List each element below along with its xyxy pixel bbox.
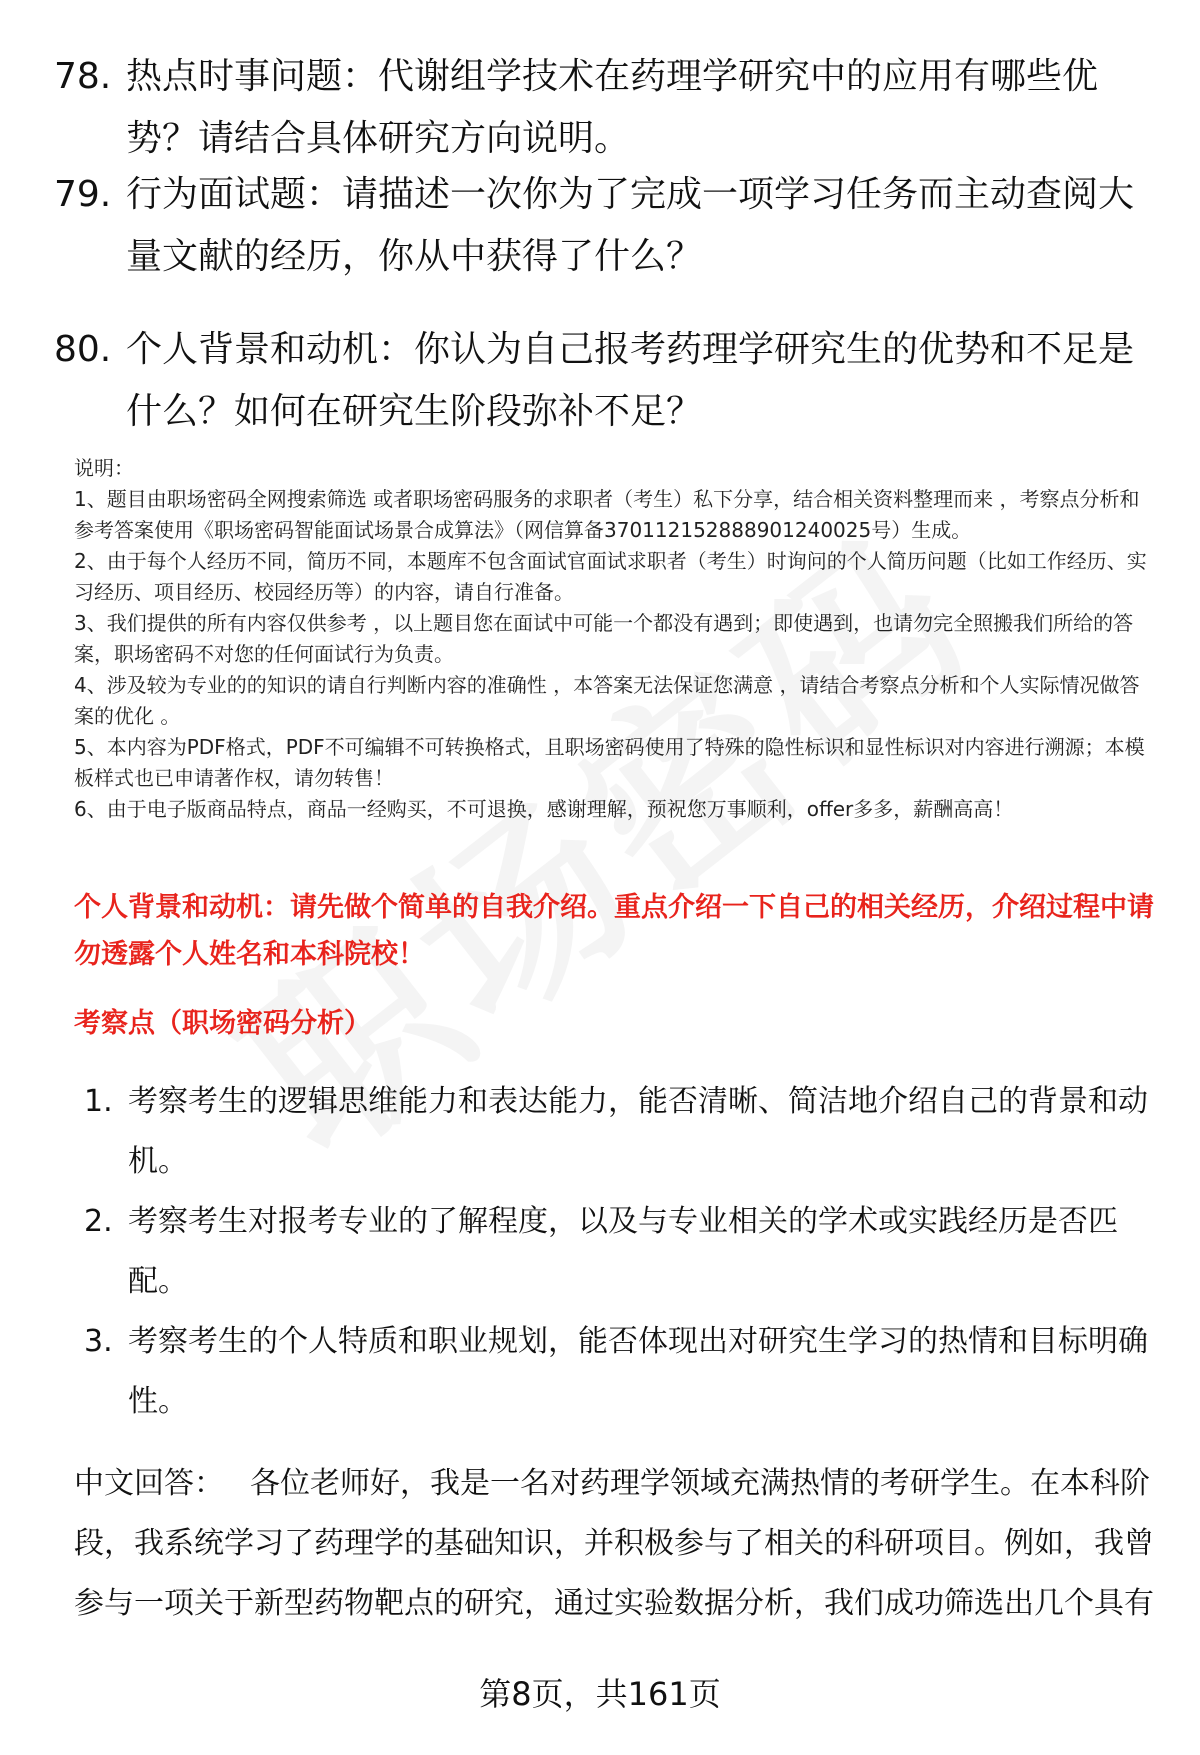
- answer-label: 中文回答：: [74, 1466, 224, 1501]
- question-80: [54, 319, 1154, 443]
- note-item: 2、由于每个人经历不同，简历不同，本题库不包含面试官面试求职者（考生）时询问的个人简历问题（比如工作经历、实习经历、项目经历、校园经历等）的内容，请自行准备。: [74, 549, 1147, 604]
- point-text: 考察考生的逻辑思维能力和表达能力，能否清晰、简洁地介绍自己的背景和动机。: [128, 1084, 1148, 1179]
- point-number: 1.: [84, 1084, 113, 1119]
- note-item: 1、题目由职场密码全网搜索筛选 或者职场密码服务的求职者（考生）私下分享，结合相关资料整理而来 ，考察点分析和参考答案使用《职场密码智能面试场景合成算法》（网信算备370112152888901240025号）生成。: [74, 487, 1140, 542]
- page-footer: 第8页，共161页: [479, 1675, 721, 1713]
- analysis-point: [84, 1072, 1154, 1192]
- note-item: 5、本内容为PDF格式，PDF不可编辑不可转换格式，且职场密码使用了特殊的隐性标识和显性标识对内容进行溯源；本模板样式也已申请著作权，请勿转售！: [74, 735, 1145, 790]
- question-number: 78.: [54, 56, 112, 97]
- question-text: 热点时事问题：代谢组学技术在药理学研究中的应用有哪些优势？请结合具体研究方向说明。: [126, 56, 1099, 159]
- answer-section: [74, 1454, 1154, 1634]
- notes-title: 说明：: [74, 456, 134, 480]
- note-item: 3、我们提供的所有内容仅供参考 ，以上题目您在面试中可能一个都没有遇到；即使遇到，也请勿完全照搬我们所给的答案，职场密码不对您的任何面试行为负责。: [74, 611, 1134, 666]
- notes-section: [74, 453, 1154, 825]
- answer-text: 各位老师好，我是一名对药理学领域充满热情的考研学生。在本科阶段，我系统学习了药理学的基础知识，并积极参与了相关的科研项目。例如，我曾参与一项关于新型药物靶点的研究，通过实验数据分析，我们成功筛选出几个具有: [74, 1466, 1154, 1621]
- analysis-point: [84, 1192, 1154, 1312]
- point-number: 2.: [84, 1204, 113, 1239]
- question-text: 个人背景和动机：你认为自己报考药理学研究生的优势和不足是什么？如何在研究生阶段弥补不足？: [126, 329, 1135, 432]
- question-78: [54, 46, 1154, 170]
- question-text: 行为面试题：请描述一次你为了完成一项学习任务而主动查阅大量文献的经历，你从中获得了什么？: [126, 174, 1135, 277]
- analysis-points: [84, 1072, 1154, 1432]
- point-number: 3.: [84, 1324, 113, 1359]
- note-item: 6、由于电子版商品特点，商品一经购买，不可退换，感谢理解，预祝您万事顺利，offer多多，薪酬高高！: [74, 797, 1014, 821]
- question-79: [54, 164, 1154, 288]
- current-question: 个人背景和动机：请先做个简单的自我介绍。重点介绍一下自己的相关经历，介绍过程中请勿透露个人姓名和本科院校！: [74, 892, 1154, 970]
- note-item: 4、涉及较为专业的的知识的请自行判断内容的准确性 ，本答案无法保证您满意 ，请结合考察点分析和个人实际情况做答案的优化 。: [74, 673, 1140, 728]
- point-text: 考察考生的个人特质和职业规划，能否体现出对研究生学习的热情和目标明确性。: [128, 1324, 1148, 1419]
- question-number: 79.: [54, 174, 112, 215]
- analysis-heading: 考察点（职场密码分析）: [74, 1008, 371, 1039]
- analysis-point: [84, 1312, 1154, 1432]
- point-text: 考察考生对报考专业的了解程度，以及与专业相关的学术或实践经历是否匹配。: [128, 1204, 1118, 1299]
- question-number: 80.: [54, 329, 112, 370]
